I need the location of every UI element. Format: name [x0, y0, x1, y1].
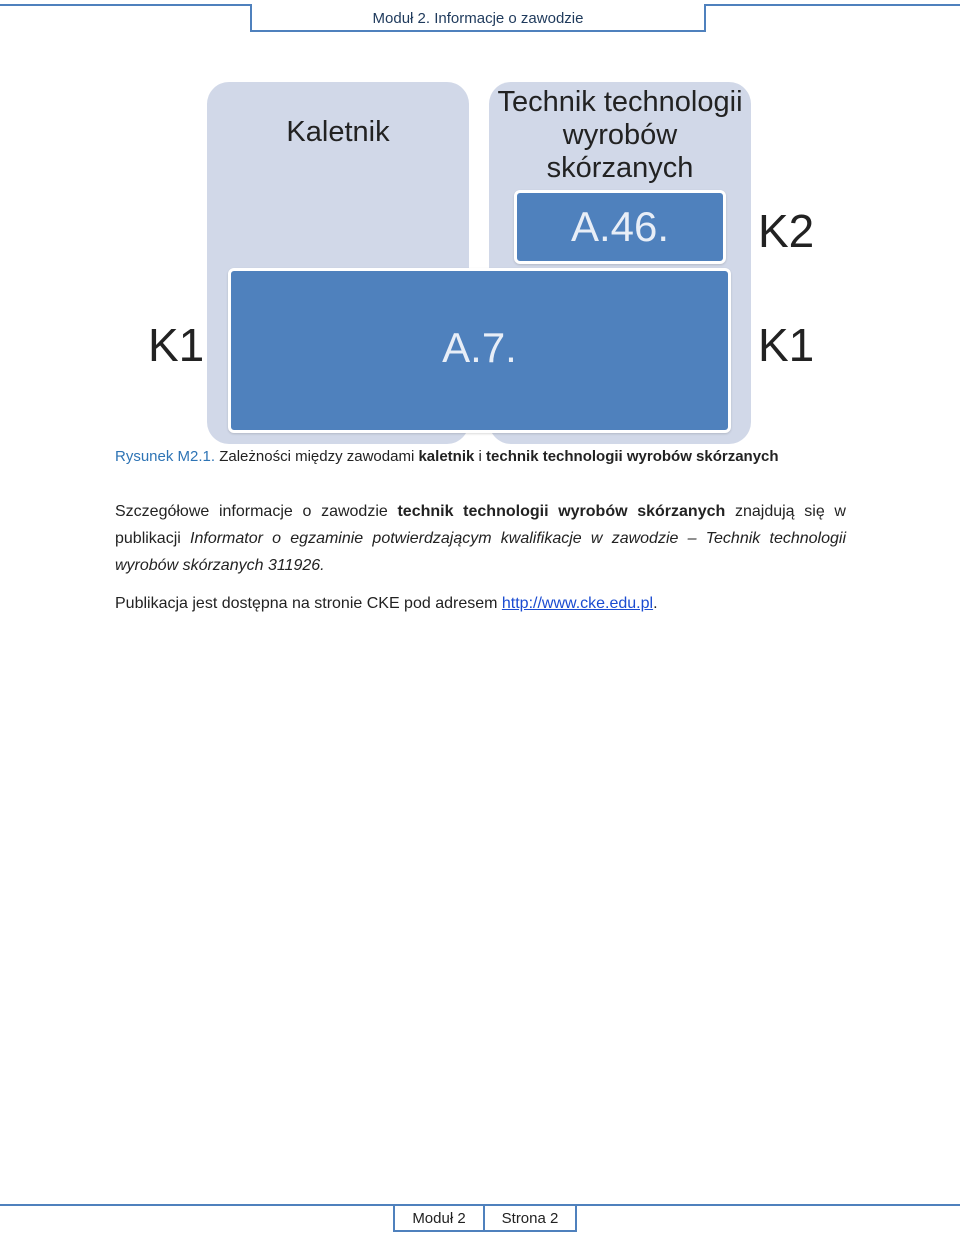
- availability-text: Publikacja jest dostępna na stronie CKE pod adresem: [115, 595, 502, 612]
- caption-text-1: Zależności między zawodami: [215, 448, 419, 465]
- info-profession-bold: technik technologii wyrobów skórzanych: [397, 503, 726, 520]
- caption-label: Rysunek M2.1.: [115, 448, 216, 465]
- header-line-right-drop: [704, 4, 706, 32]
- cke-link[interactable]: http://www.cke.edu.pl: [501, 595, 654, 612]
- caption-bold-1: kaletnik: [418, 448, 475, 465]
- box-a7-label: A.7.: [442, 324, 517, 371]
- footer-page-number: Strona 2: [483, 1206, 577, 1232]
- header-line-right: [704, 4, 960, 6]
- header-line-left: [0, 4, 252, 6]
- figure-caption: [115, 448, 779, 465]
- label-k1-left: K1: [148, 319, 205, 371]
- availability-end: .: [653, 595, 658, 612]
- caption-bold-2: technik technologii wyrobów skórzanych: [486, 448, 779, 465]
- qualification-diagram: [0, 80, 960, 450]
- footer-line-right: [575, 1204, 960, 1206]
- availability-paragraph: [115, 590, 846, 617]
- footer-line-left: [0, 1204, 395, 1206]
- info-paragraph: [115, 498, 846, 579]
- label-k1-right: K1: [758, 319, 815, 371]
- label-k2: K2: [758, 205, 815, 257]
- column-title-kaletnik: Kaletnik: [286, 116, 390, 148]
- info-text-2: znajdują się w publikacji: [115, 503, 846, 547]
- info-publication-title: Informator o egzaminie potwierdzającym kwalifikacje w zawodzie – Technik technologii wyrobów skórzanych 311926.: [115, 530, 846, 574]
- column-title-technik: Technik technologii wyrobów skórzanych: [497, 86, 743, 184]
- box-qualification-a46: A.46.: [514, 190, 726, 264]
- header-title: Moduł 2. Informacje o zawodzie: [372, 10, 584, 27]
- caption-text-2: i: [474, 448, 487, 465]
- footer-module: Moduł 2: [393, 1206, 485, 1232]
- box-qualification-a7: [228, 268, 731, 433]
- info-text-1: Szczegółowe informacje o zawodzie: [115, 503, 398, 520]
